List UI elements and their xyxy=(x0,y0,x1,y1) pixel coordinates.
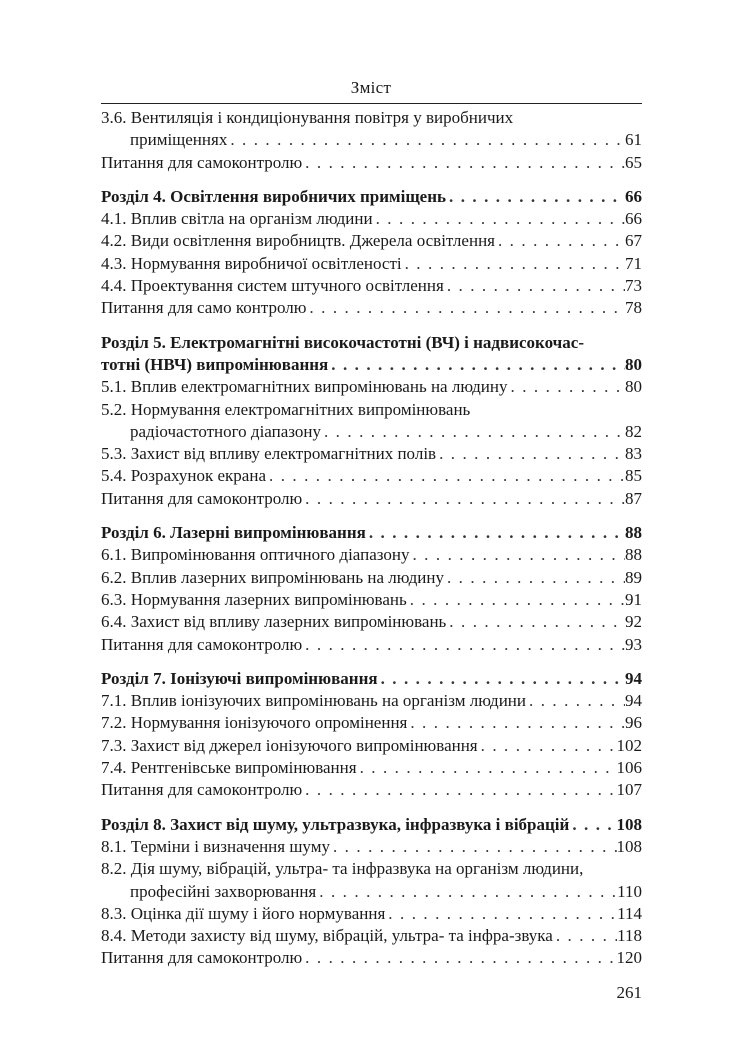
toc-entry[interactable] xyxy=(101,443,642,465)
toc-entry[interactable] xyxy=(101,399,642,421)
toc-entry-title: 8.4. Методи захисту від шуму, вібрацій, ультра- та інфра-звука xyxy=(101,926,553,946)
toc-page-number: 61 xyxy=(625,130,642,150)
toc-entry-title: Розділ 6. Лазерні випромінювання xyxy=(101,523,366,543)
toc-page-number: 65 xyxy=(625,152,642,172)
toc-page-number: 120 xyxy=(616,948,642,968)
toc-entry[interactable] xyxy=(101,129,642,151)
toc-entry-title: 4.1. Вплив світла на організм людини xyxy=(101,209,373,229)
dot-leader xyxy=(526,690,625,712)
toc-entry[interactable] xyxy=(101,947,642,969)
toc-entry-title: 5.1. Вплив електромагнітних випромінювань на людину xyxy=(101,377,508,397)
toc-section-heading[interactable] xyxy=(101,522,642,544)
toc-page-number: 106 xyxy=(616,758,642,778)
toc-entry-title: Розділ 7. Іонізуючі випромінювання xyxy=(101,668,378,688)
dot-leader xyxy=(407,589,625,611)
dot-leader xyxy=(357,757,617,779)
toc-entry[interactable] xyxy=(101,589,642,611)
toc-entry-title: 7.3. Захист від джерел іонізуючого випромінювання xyxy=(101,735,478,755)
dot-leader xyxy=(407,712,625,734)
toc-entry-title: Питання для самоконтролю xyxy=(101,152,303,172)
dot-leader xyxy=(446,611,625,633)
toc-entry-title: 5.4. Розрахунок екрана xyxy=(101,466,266,486)
toc-entry[interactable] xyxy=(101,634,642,656)
toc-section-heading[interactable] xyxy=(101,814,642,836)
toc-entry[interactable] xyxy=(101,858,642,880)
page-number: 261 xyxy=(616,983,642,1002)
toc-page-number: 78 xyxy=(625,298,642,318)
toc-page-number: 107 xyxy=(616,780,642,800)
header-divider xyxy=(101,103,642,104)
toc-entry-title: 8.1. Терміни і визначення шуму xyxy=(101,836,330,856)
toc-page-number: 87 xyxy=(625,488,642,508)
toc-section-heading[interactable] xyxy=(101,668,642,690)
toc-entry[interactable] xyxy=(101,107,642,129)
toc-entry[interactable] xyxy=(101,567,642,589)
toc-page-number: 66 xyxy=(625,186,642,206)
toc-page-number: 80 xyxy=(625,354,642,374)
toc-entry-title: 7.1. Вплив іонізуючих випромінювань на організм людини xyxy=(101,691,526,711)
toc-entry[interactable] xyxy=(101,465,642,487)
dot-leader xyxy=(330,836,617,858)
toc-entry-title: 5.3. Захист від впливу електромагнітних полів xyxy=(101,444,437,464)
toc-entry-title: Питання для само контролю xyxy=(101,298,307,318)
toc-entry-title: 7.4. Рентгенівське випромінювання xyxy=(101,758,357,778)
toc-entry[interactable] xyxy=(101,208,642,230)
toc-section-heading[interactable] xyxy=(101,354,642,376)
dot-leader xyxy=(302,152,625,174)
dot-leader xyxy=(409,544,625,566)
toc-entry[interactable] xyxy=(101,421,642,443)
table-of-contents xyxy=(101,107,642,970)
toc-page-number: 83 xyxy=(625,444,642,464)
toc-entry[interactable] xyxy=(101,735,642,757)
dot-leader xyxy=(444,567,625,589)
toc-entry-title: Питання для самоконтролю xyxy=(101,948,303,968)
toc-page-number: 118 xyxy=(617,926,642,946)
section-gap xyxy=(101,174,642,186)
dot-leader xyxy=(569,814,616,836)
toc-entry-title: 6.3. Нормування лазерних випромінювань xyxy=(101,589,407,609)
dot-leader xyxy=(373,208,625,230)
toc-page-number: 71 xyxy=(625,253,642,273)
toc-page-number: 66 xyxy=(625,209,642,229)
toc-page-number: 108 xyxy=(616,814,642,834)
dot-leader xyxy=(444,275,625,297)
toc-entry-title: 8.2. Дія шуму, вібрацій, ультра- та інфразвука на організм людини, xyxy=(101,859,584,879)
dot-leader xyxy=(266,465,625,487)
toc-page-number: 94 xyxy=(625,668,642,688)
toc-entry[interactable] xyxy=(101,488,642,510)
toc-entry[interactable] xyxy=(101,881,642,903)
dot-leader xyxy=(328,354,625,376)
toc-entry[interactable] xyxy=(101,836,642,858)
section-gap xyxy=(101,802,642,814)
dot-leader xyxy=(478,735,617,757)
toc-entry[interactable] xyxy=(101,690,642,712)
toc-page-number: 67 xyxy=(625,231,642,251)
toc-entry[interactable] xyxy=(101,544,642,566)
toc-entry-title: 8.3. Оцінка дії шуму і його нормування xyxy=(101,903,386,923)
toc-page-number: 102 xyxy=(616,735,642,755)
toc-entry[interactable] xyxy=(101,297,642,319)
toc-entry[interactable] xyxy=(101,253,642,275)
toc-entry-title: радіочастотного діапазону xyxy=(130,421,321,441)
toc-entry-title: тотні (НВЧ) випромінювання xyxy=(101,354,329,374)
toc-entry-title: 4.3. Нормування виробничої освітленості xyxy=(101,253,402,273)
toc-page-number: 96 xyxy=(625,713,642,733)
toc-page-number: 80 xyxy=(625,377,642,397)
toc-section-heading[interactable] xyxy=(101,186,642,208)
toc-entry[interactable] xyxy=(101,275,642,297)
toc-entry-title: 4.4. Проектування систем штучного освітлення xyxy=(101,276,444,296)
toc-page-number: 93 xyxy=(625,634,642,654)
dot-leader xyxy=(227,129,625,151)
toc-entry[interactable] xyxy=(101,611,642,633)
toc-entry-title: приміщеннях xyxy=(130,130,228,150)
dot-leader xyxy=(553,925,617,947)
toc-page-number: 73 xyxy=(625,276,642,296)
toc-entry-title: 6.4. Захист від впливу лазерних випромінювань xyxy=(101,612,447,632)
dot-leader xyxy=(302,947,616,969)
dot-leader xyxy=(446,186,625,208)
dot-leader xyxy=(302,634,625,656)
toc-entry-title: професійні захворювання xyxy=(130,881,317,901)
toc-entry-title: 6.1. Випромінювання оптичного діапазону xyxy=(101,545,410,565)
dot-leader xyxy=(402,253,625,275)
toc-page-number: 88 xyxy=(625,523,642,543)
toc-page-number: 92 xyxy=(625,612,642,632)
toc-page-number: 114 xyxy=(617,903,642,923)
section-gap xyxy=(101,510,642,522)
toc-entry-title: 7.2. Нормування іонізуючого опромінення xyxy=(101,713,408,733)
toc-page-number: 91 xyxy=(625,589,642,609)
toc-entry[interactable] xyxy=(101,230,642,252)
toc-entry[interactable] xyxy=(101,376,642,398)
toc-entry-title: 6.2. Вплив лазерних випромінювань на людину xyxy=(101,567,444,587)
dot-leader xyxy=(366,522,625,544)
toc-entry[interactable] xyxy=(101,712,642,734)
dot-leader xyxy=(321,421,625,443)
toc-page-number: 82 xyxy=(625,421,642,441)
section-gap xyxy=(101,656,642,668)
toc-page-number: 85 xyxy=(625,466,642,486)
toc-entry[interactable] xyxy=(101,152,642,174)
dot-leader xyxy=(436,443,625,465)
toc-entry[interactable] xyxy=(101,903,642,925)
toc-entry-title: 5.2. Нормування електромагнітних випромінювань xyxy=(101,399,471,419)
toc-entry-title: Розділ 8. Захист від шуму, ультразвука, інфразвука і вібрацій xyxy=(101,814,570,834)
dot-leader xyxy=(495,230,625,252)
dot-leader xyxy=(508,376,625,398)
running-head-title: Зміст xyxy=(350,78,392,97)
dot-leader xyxy=(378,668,625,690)
dot-leader xyxy=(316,881,617,903)
toc-page-number: 110 xyxy=(617,881,642,901)
toc-entry-title: Розділ 4. Освітлення виробничих приміщень xyxy=(101,186,446,206)
toc-entry-title: Питання для самоконтролю xyxy=(101,488,303,508)
toc-entry[interactable] xyxy=(101,757,642,779)
dot-leader xyxy=(302,779,616,801)
toc-entry[interactable] xyxy=(101,925,642,947)
toc-entry[interactable] xyxy=(101,779,642,801)
dot-leader xyxy=(306,297,625,319)
dot-leader xyxy=(302,488,625,510)
toc-entry-title: Питання для самоконтролю xyxy=(101,634,303,654)
toc-entry-title: Розділ 5. Електромагнітні високочастотні (ВЧ) і надвисокочас- xyxy=(101,332,584,352)
dot-leader xyxy=(385,903,617,925)
toc-entry-title: 4.2. Види освітлення виробництв. Джерела освітлення xyxy=(101,231,495,251)
section-gap xyxy=(101,320,642,332)
toc-page-number: 108 xyxy=(616,836,642,856)
toc-page-number: 94 xyxy=(625,691,642,711)
toc-page-number: 88 xyxy=(625,545,642,565)
toc-entry-title: Питання для самоконтролю xyxy=(101,780,303,800)
toc-page-number: 89 xyxy=(625,567,642,587)
toc-section-heading[interactable] xyxy=(101,332,642,354)
toc-entry-title: 3.6. Вентиляція і кондиціонування повітря у виробничих xyxy=(101,108,514,127)
